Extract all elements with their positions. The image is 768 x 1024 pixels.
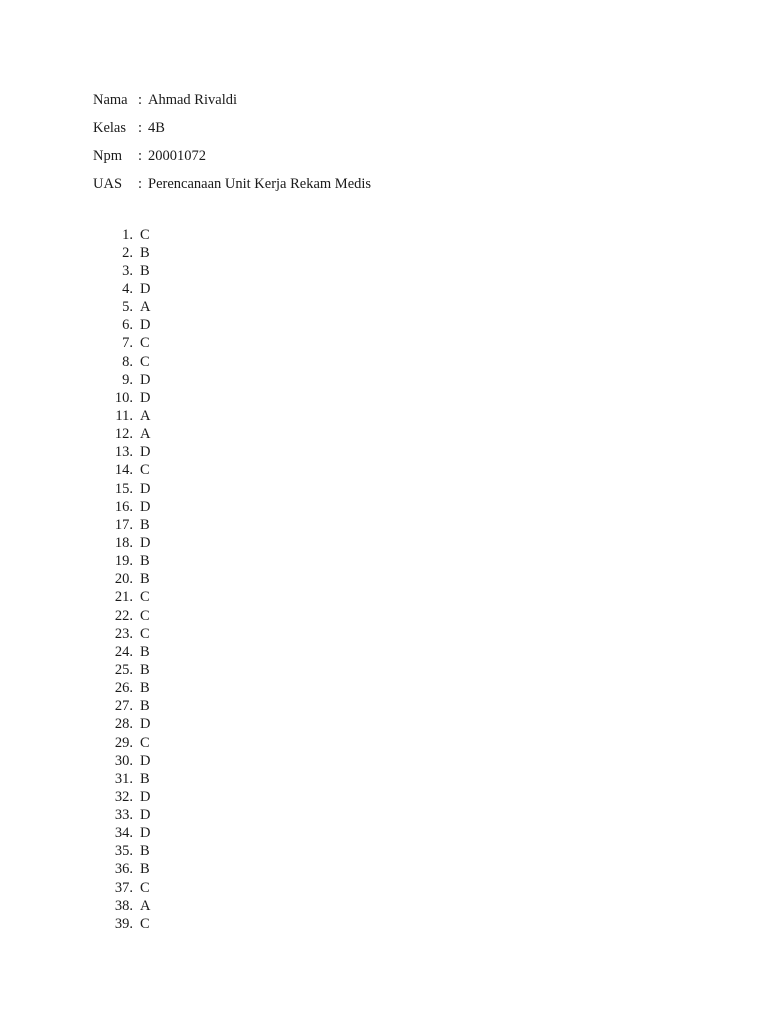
list-item bbox=[93, 915, 150, 933]
list-item bbox=[93, 299, 150, 317]
list-item bbox=[93, 353, 150, 371]
answer-number: 6. bbox=[122, 317, 133, 334]
answer-choice: C bbox=[140, 607, 150, 624]
list-item bbox=[93, 607, 150, 625]
answer-number: 23. bbox=[114, 625, 133, 642]
answer-number: 36. bbox=[114, 861, 133, 878]
list-item bbox=[93, 389, 150, 407]
answer-choice: B bbox=[140, 553, 150, 570]
info-separator: : bbox=[138, 147, 143, 164]
list-item bbox=[93, 335, 150, 353]
list-item bbox=[93, 770, 150, 788]
list-item bbox=[93, 407, 150, 425]
list-item bbox=[93, 317, 150, 335]
answer-number: 8. bbox=[122, 353, 133, 370]
list-item bbox=[93, 262, 150, 280]
answer-choice: C bbox=[140, 915, 150, 932]
list-item bbox=[93, 371, 150, 389]
answer-choice: C bbox=[140, 625, 150, 642]
answer-choice: C bbox=[140, 734, 150, 751]
answer-choice: C bbox=[140, 335, 150, 352]
list-item bbox=[93, 825, 150, 843]
answer-number: 28. bbox=[114, 716, 133, 733]
list-item bbox=[93, 788, 150, 806]
answer-choice: B bbox=[140, 770, 150, 787]
answer-choice: B bbox=[140, 516, 150, 533]
list-item bbox=[93, 625, 150, 643]
list-item bbox=[93, 879, 150, 897]
answer-number: 20. bbox=[114, 571, 133, 588]
answer-choice: D bbox=[140, 389, 151, 406]
answer-choice: D bbox=[140, 807, 151, 824]
answer-number: 3. bbox=[122, 262, 133, 279]
list-item bbox=[93, 534, 150, 552]
list-item bbox=[93, 843, 150, 861]
answer-number: 5. bbox=[122, 299, 133, 316]
answer-number: 22. bbox=[114, 607, 133, 624]
answer-choice: B bbox=[140, 262, 150, 279]
answer-number: 27. bbox=[114, 698, 133, 715]
answer-number: 34. bbox=[114, 825, 133, 842]
answer-number: 15. bbox=[114, 480, 133, 497]
list-item bbox=[93, 553, 150, 571]
list-item bbox=[93, 861, 150, 879]
answer-choice: C bbox=[140, 589, 150, 606]
answer-number: 32. bbox=[114, 788, 133, 805]
student-info-header bbox=[93, 86, 371, 198]
answer-choice: B bbox=[140, 661, 150, 678]
answer-number: 25. bbox=[114, 661, 133, 678]
list-item bbox=[93, 226, 150, 244]
answer-number: 21. bbox=[114, 589, 133, 606]
answer-choice: D bbox=[140, 752, 151, 769]
list-item bbox=[93, 589, 150, 607]
answer-number: 30. bbox=[114, 752, 133, 769]
answer-choice: B bbox=[140, 244, 150, 261]
answer-choice: D bbox=[140, 371, 151, 388]
answer-number: 11. bbox=[115, 407, 133, 424]
answer-number: 14. bbox=[114, 462, 133, 479]
info-label: Npm bbox=[93, 147, 122, 164]
answer-number: 12. bbox=[114, 426, 133, 443]
list-item bbox=[93, 734, 150, 752]
info-label: Nama bbox=[93, 91, 128, 108]
answer-number: 26. bbox=[114, 680, 133, 697]
answer-choice: B bbox=[140, 843, 150, 860]
list-item bbox=[93, 752, 150, 770]
info-label: UAS bbox=[93, 175, 123, 192]
list-item bbox=[93, 480, 150, 498]
answer-number: 17. bbox=[114, 516, 133, 533]
list-item bbox=[93, 462, 150, 480]
info-label: Kelas bbox=[93, 119, 127, 136]
answer-choice: B bbox=[140, 680, 150, 697]
answer-choice: D bbox=[140, 788, 151, 805]
answer-list bbox=[93, 226, 150, 933]
answer-number: 19. bbox=[114, 553, 133, 570]
list-item bbox=[93, 516, 150, 534]
answer-number: 35. bbox=[114, 843, 133, 860]
answer-choice: D bbox=[140, 317, 151, 334]
info-row-uas bbox=[93, 170, 371, 198]
answer-choice: D bbox=[140, 498, 151, 515]
answer-number: 24. bbox=[114, 643, 133, 660]
answer-choice: D bbox=[140, 716, 151, 733]
answer-choice: D bbox=[140, 825, 151, 842]
info-separator: : bbox=[138, 91, 143, 108]
answer-number: 31. bbox=[114, 770, 133, 787]
answer-number: 29. bbox=[114, 734, 133, 751]
answer-choice: C bbox=[140, 353, 150, 370]
answer-choice: C bbox=[140, 462, 150, 479]
answer-choice: B bbox=[140, 571, 150, 588]
info-value-exam: Perencanaan Unit Kerja Rekam Medis bbox=[148, 175, 372, 192]
list-item bbox=[93, 244, 150, 262]
answer-number: 13. bbox=[114, 444, 133, 461]
answer-choice: B bbox=[140, 861, 150, 878]
list-item bbox=[93, 571, 150, 589]
answer-number: 7. bbox=[122, 335, 133, 352]
answer-choice: A bbox=[140, 426, 151, 443]
list-item bbox=[93, 897, 150, 915]
info-value-class: 4B bbox=[148, 119, 165, 136]
answer-choice: D bbox=[140, 280, 151, 297]
answer-number: 10. bbox=[114, 389, 133, 406]
list-item bbox=[93, 444, 150, 462]
answer-choice: C bbox=[140, 879, 150, 896]
info-value-name: Ahmad Rivaldi bbox=[148, 91, 238, 108]
answer-choice: C bbox=[140, 226, 150, 243]
answer-number: 37. bbox=[114, 879, 133, 896]
list-item bbox=[93, 661, 150, 679]
info-separator: : bbox=[138, 119, 143, 136]
info-row-npm bbox=[93, 142, 371, 170]
list-item bbox=[93, 426, 150, 444]
list-item bbox=[93, 716, 150, 734]
answer-choice: A bbox=[140, 897, 151, 914]
info-value-npm: 20001072 bbox=[148, 147, 206, 164]
answer-choice: A bbox=[140, 299, 151, 316]
answer-choice: D bbox=[140, 444, 151, 461]
answer-number: 18. bbox=[114, 534, 133, 551]
list-item bbox=[93, 680, 150, 698]
answer-number: 2. bbox=[122, 244, 133, 261]
list-item bbox=[93, 698, 150, 716]
answer-number: 39. bbox=[114, 915, 133, 932]
answer-choice: A bbox=[140, 407, 151, 424]
answer-choice: B bbox=[140, 698, 150, 715]
info-separator: : bbox=[138, 175, 143, 192]
info-row-kelas bbox=[93, 114, 371, 142]
answer-number: 4. bbox=[122, 280, 133, 297]
list-item bbox=[93, 807, 150, 825]
info-row-nama bbox=[93, 86, 371, 114]
answer-choice: D bbox=[140, 534, 151, 551]
answer-number: 1. bbox=[122, 226, 133, 243]
list-item bbox=[93, 498, 150, 516]
answer-choice: B bbox=[140, 643, 150, 660]
answer-number: 38. bbox=[114, 897, 133, 914]
answer-number: 33. bbox=[114, 807, 133, 824]
answer-number: 9. bbox=[122, 371, 133, 388]
answer-choice: D bbox=[140, 480, 151, 497]
list-item bbox=[93, 643, 150, 661]
answer-number: 16. bbox=[114, 498, 133, 515]
list-item bbox=[93, 280, 150, 298]
